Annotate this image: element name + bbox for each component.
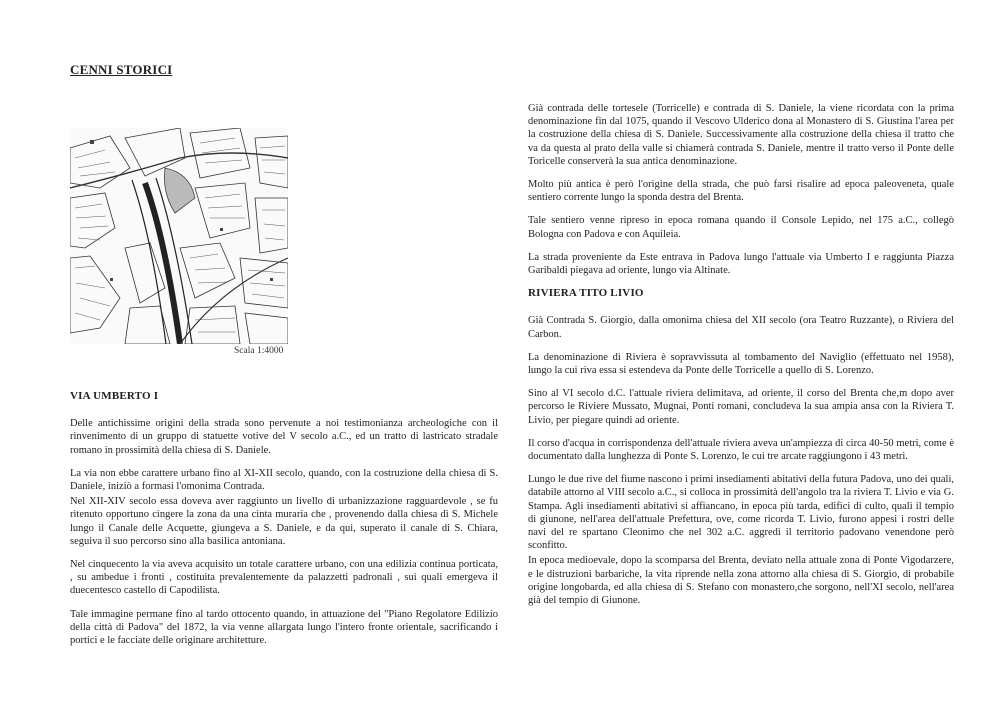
map-scale-label: Scala 1:4000 <box>234 346 284 356</box>
left-column <box>70 390 498 657</box>
paragraph: Lungo le due rive del fiume nascono i primi insediamenti abitativi della futura Padova, uno dei quali, databile attorno al VIII secolo a.C., si colloca in prossimità dell'angolo tra la riviera T. Livio e via G. Stampa. Agli insediamenti abitativi si affiancano, in epoca più tarda, edifici di culto, quali il tempio di giunone, nell'area dell'attuale Prefettura, ove, come ricorda T. Livio, furono appesi i rostri delle navi del re spartano Cleonimo che nel 302 a.C. aggredì il territorio padovano venendone però sconfitto. <box>528 474 954 552</box>
section-heading-via-umberto: VIA UMBERTO I <box>70 390 159 402</box>
right-column <box>528 102 954 617</box>
paragraph: Nel cinquecento la via aveva acquisito un totale carattere urbano, con una edilizia continua porticata, , su ambedue i fronti , costituita prevalentemente da palazzetti padronali , sui quali emergeva il duecentesco castello di Capodilista. <box>70 559 498 597</box>
street-map-image <box>70 128 288 344</box>
paragraph: In epoca medioevale, dopo la scomparsa del Brenta, deviato nella attuale zona di Ponte Vigodarzere, e le distruzioni barbariche, la vita riprende nella zona attorno alla chiesa di S. Giorgio, di probabile origine longobarda, ed alla chiesa di S. Stefano con monastero,che sorgono, nell'XI secolo, nell'area già del tempio di Giunone. <box>528 555 954 607</box>
paragraph: Tale immagine permane fino al tardo ottocento quando, in attuazione del "Piano Regolatore Edilizio della città di Padova" del 1872, la via venne allargata lungo l'intero fronte orientale, sacrificando i portici e le facciate delle originare architetture. <box>70 608 498 647</box>
paragraph: La denominazione di Riviera è sopravvissuta al tombamento del Naviglio (effettuato nel 1958), lungo la cui riva essa si estendeva da Ponte delle Torricelle a quello di S. Lorenzo. <box>528 351 954 377</box>
paragraph: Il corso d'acqua in corrispondenza dell'attuale riviera aveva un'ampiezza di circa 40-50 metri, come è documentato dalla lunghezza di Ponte S. Lorenzo, le cui tre arcate raggiungono i 43 metri. <box>528 437 954 463</box>
paragraph: Nel XII-XIV secolo essa doveva aver raggiunto un livello di urbanizzazione ragguardevole , se fu ritenuto opportuno cingere la zona da una cinta muraria che , provenendo dalla chiesa di S. Michele lungo il Canale delle Acquette, giungeva a S. Daniele, e da qui, superato il canale di S. Chiara, seguiva il suo percorso sino alla basilica antoniana. <box>70 496 498 547</box>
page-title: CENNI STORICI <box>70 62 173 77</box>
map-drawing <box>70 128 288 344</box>
paragraph: La via non ebbe carattere urbano fino al XI-XII secolo, quando, con la costruzione della chiesa di S. Daniele, iniziò a formasi l'omonima Contrada. <box>70 467 498 493</box>
paragraph: Delle antichissime origini della strada sono pervenute a noi testimonianza archeologiche con il rinvenimento di un gruppo di statuette votive del V secolo a.C., ed un tratto di lastricato stradale romano in prossimità della chiesa di S. Daniele. <box>70 418 498 456</box>
section-heading-riviera-tito-livio: RIVIERA TITO LIVIO <box>528 287 644 300</box>
paragraph: Molto più antica è però l'origine della strada, che può farsi risalire ad epoca paleoveneta, quale sentiero corrente lungo la sponda destra del Brenta. <box>528 179 954 204</box>
paragraph: Già contrada delle tortesele (Torricelle) e contrada di S. Daniele, la viene ricordata con la prima denominazione fin dal 1075, quando il Vescovo Ulderico dona al Monastero di S. Giustina l'area per la costruzione della chiesa di S. Daniele. Successivamente alla costruzione della chiesa il tratto che va da questa al prato della valle si chiamerà contrada S. Daniele, mentre il tratto verso il Ponte delle Toricelle conserverà la sua antica denominazione. <box>528 103 954 167</box>
paragraph: Tale sentiero venne ripreso in epoca romana quando il Console Lepido, nel 175 a.C., collegò Bologna con Padova e con Aquileia. <box>528 215 954 240</box>
paragraph: Già Contrada S. Giorgio, dalla omonima chiesa del XII secolo (ora Teatro Ruzzante), o Riviera del Carbon. <box>528 315 954 340</box>
paragraph: La strada proveniente da Este entrava in Padova lungo l'attuale via Umberto I e raggiunta Piazza Garibaldi piegava ad oriente, lungo via Altinate. <box>528 251 954 277</box>
paragraph: Sino al VI secolo d.C. l'attuale riviera delimitava, ad oriente, il corso del Brenta che,m dopo aver percorso le Riviere Mussato, Mugnai, Ponti romani, concludeva la sua ampia ansa con la Riviera T. Livio, per piegare quindi ad oriente. <box>528 388 954 426</box>
